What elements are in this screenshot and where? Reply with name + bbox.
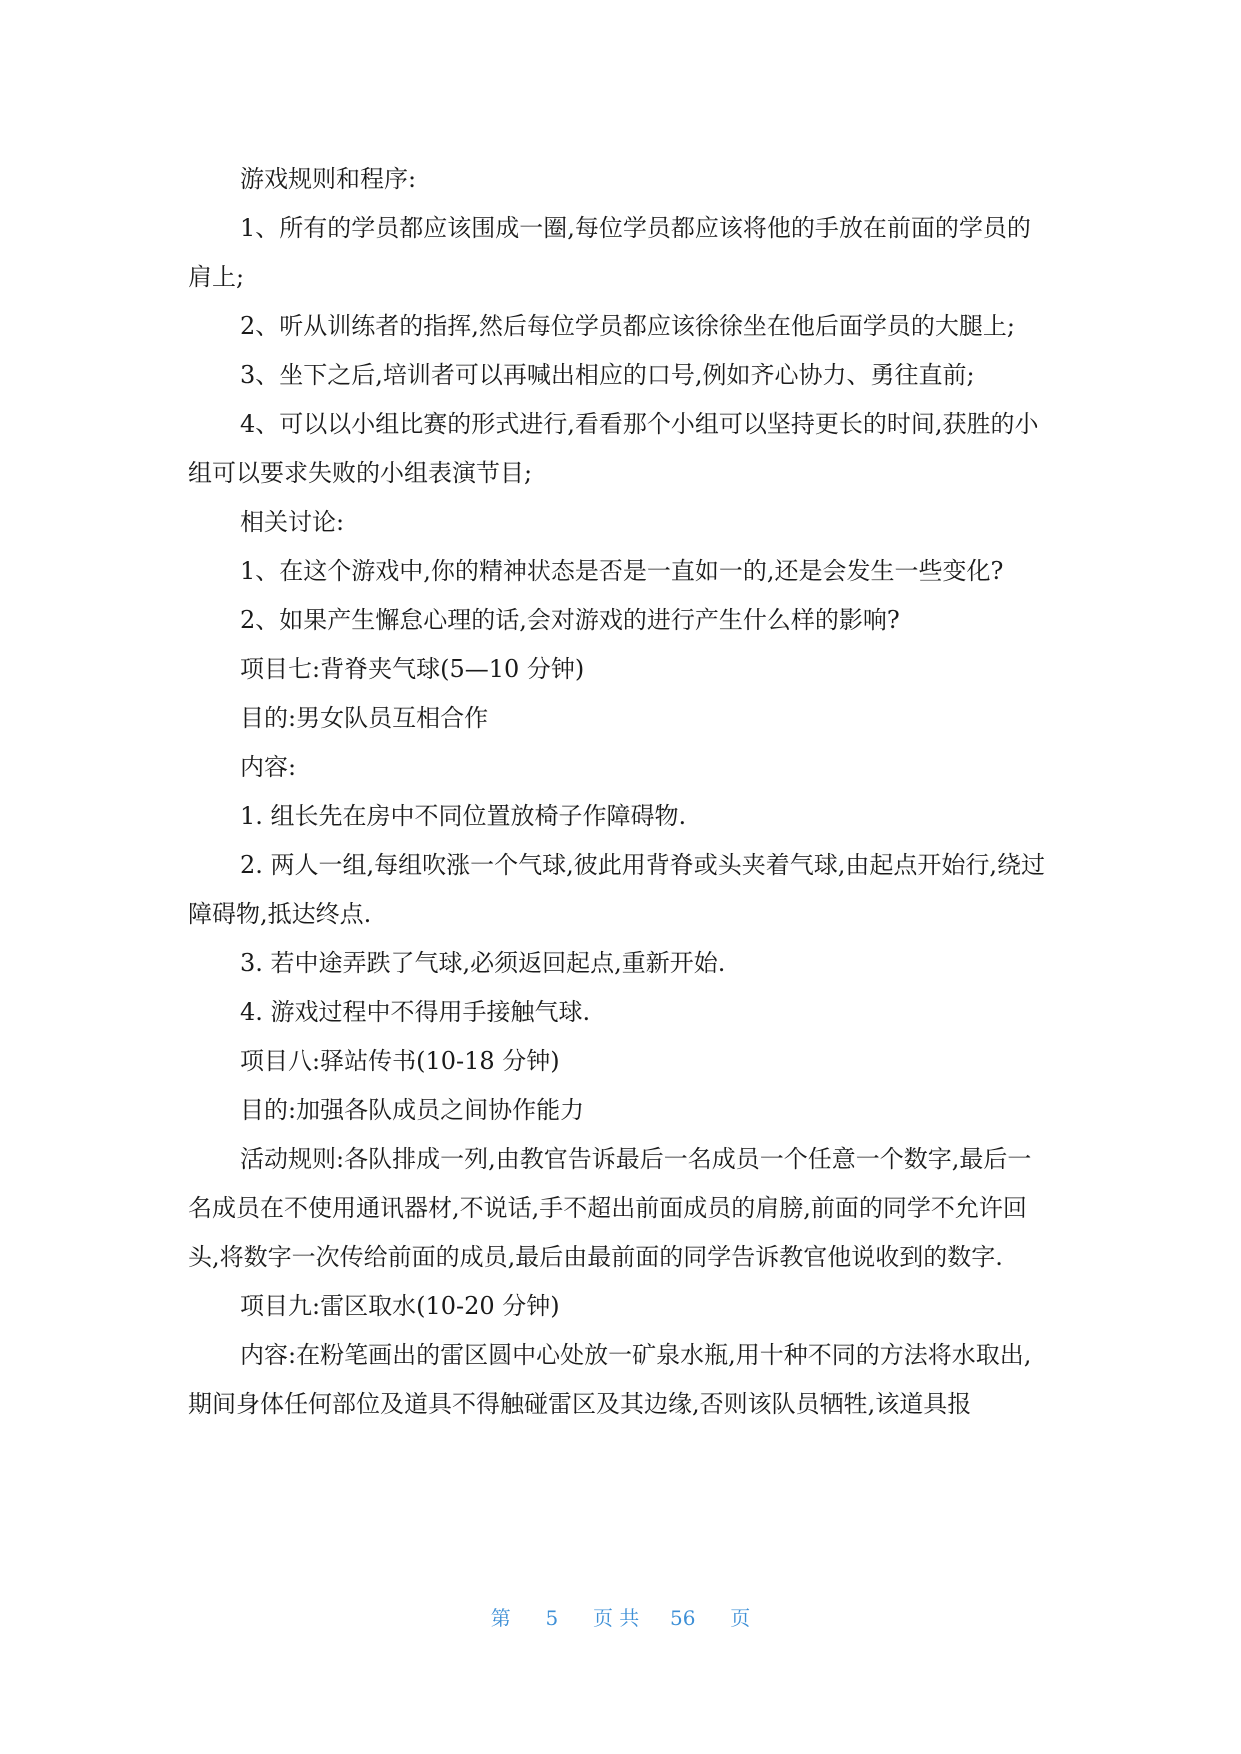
footer-prefix: 第: [490, 1606, 511, 1630]
footer-middle: 页 共: [592, 1606, 640, 1630]
document-body: [188, 155, 1054, 1429]
paragraph-project-8-rules: 活动规则:各队排成一列,由教官告诉最后一名成员一个任意一个数字,最后一名成员在不使用通讯器材,不说话,手不超出前面成员的肩膀,前面的同学不允许回头,将数字一次传给前面的成员,最后由最前面的同学告诉教官他说收到的数字.: [188, 1145, 1032, 1271]
paragraph-discussion-1: 1、在这个游戏中,你的精神状态是否是一直如一的,还是会发生一些变化?: [240, 557, 1004, 585]
paragraph-project-9-content: 内容:在粉笔画出的雷区圆中心处放一矿泉水瓶,用十种不同的方法将水取出,期间身体任何部位及道具不得触碰雷区及其边缘,否则该队员牺牲,该道具报: [188, 1341, 1032, 1418]
paragraph-project-7-step-3: 3. 若中途弄跌了气球,必须返回起点,重新开始.: [240, 949, 726, 977]
footer-total-pages: 56: [670, 1606, 696, 1630]
paragraph-project-7-step-2: 2. 两人一组,每组吹涨一个气球,彼此用背脊或头夹着气球,由起点开始行,绕过障碍物,抵达终点.: [188, 851, 1046, 928]
paragraph-project-8-goal: 目的:加强各队成员之间协作能力: [240, 1096, 585, 1124]
paragraph-project-9-title: 项目九:雷区取水(10-20 分钟): [240, 1292, 560, 1320]
paragraph-project-8-title: 项目八:驿站传书(10-18 分钟): [240, 1047, 560, 1075]
paragraph-discussion-2: 2、如果产生懈怠心理的话,会对游戏的进行产生什么样的影响?: [240, 606, 900, 634]
paragraph-game-rules-heading: 游戏规则和程序:: [240, 165, 417, 193]
paragraph-project-7-title: 项目七:背脊夹气球(5—10 分钟): [240, 655, 585, 683]
paragraph-rule-4: 4、可以以小组比赛的形式进行,看看那个小组可以坚持更长的时间,获胜的小组可以要求失败的小组表演节目;: [188, 410, 1039, 487]
paragraph-project-7-step-1: 1. 组长先在房中不同位置放椅子作障碍物.: [240, 802, 687, 830]
paragraph-rule-3: 3、坐下之后,培训者可以再喊出相应的口号,例如齐心协力、勇往直前;: [240, 361, 975, 389]
paragraph-rule-2: 2、听从训练者的指挥,然后每位学员都应该徐徐坐在他后面学员的大腿上;: [240, 312, 1015, 340]
paragraph-project-7-step-4: 4. 游戏过程中不得用手接触气球.: [240, 998, 591, 1026]
paragraph-discussion-heading: 相关讨论:: [240, 508, 345, 536]
paragraph-project-7-goal: 目的:男女队员互相合作: [240, 704, 489, 732]
footer-suffix: 页: [730, 1606, 751, 1630]
page-number-footer: [0, 1602, 1241, 1631]
paragraph-rule-1: 1、所有的学员都应该围成一圈,每位学员都应该将他的手放在前面的学员的肩上;: [188, 214, 1031, 291]
paragraph-project-7-content-heading: 内容:: [240, 753, 297, 781]
footer-current-page: 5: [545, 1606, 559, 1630]
